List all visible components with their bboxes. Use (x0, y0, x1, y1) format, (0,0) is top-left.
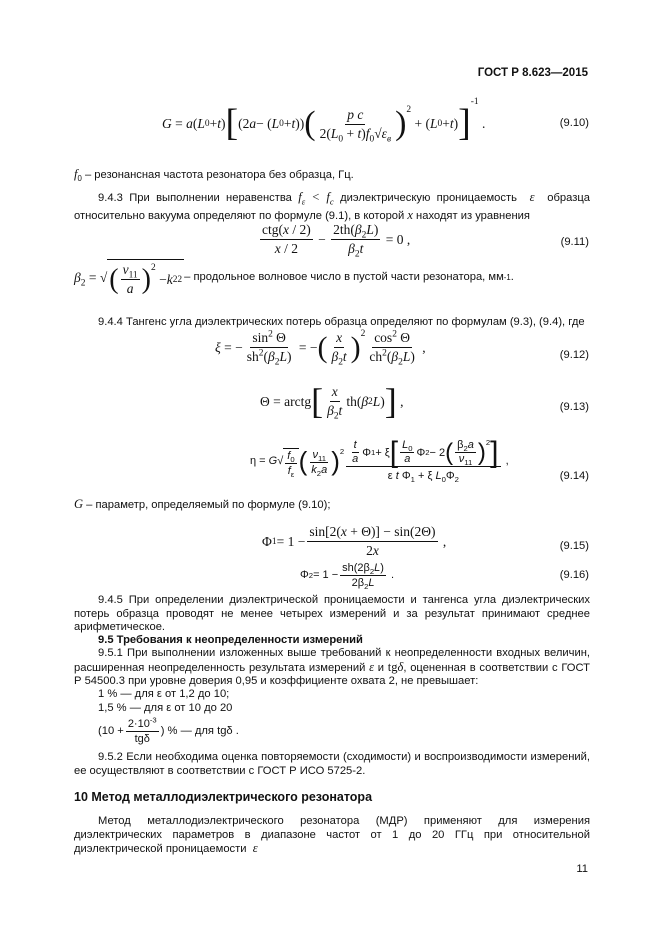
equation-9-16: Φ 2 = 1 − $\frac{sh(2\beta_2L)}{2\beta_2L}$ . (300, 562, 395, 592)
equation-9-15: Φ 1 = 1 − $\frac{\sin[2(x + \Theta)] - \sin(2\Theta)}{2x}$ , (262, 524, 447, 558)
equation-number: (9.11) (560, 236, 589, 248)
equation-9-14: η = G√ $\frac{f_0}{f_\varepsilon}$ ( $\frac{\nu_{11}}{k_2a}$ ) $^2$ $\frac{t}{a}$ Φ 1 + ξ [ $\frac{L_0}{a}$ Φ 2 − 2 ( $\frac{\beta_2a}{\nu_{11}}$ ) $^2$ ] ε t $\Phi_1 + \xi$ $L_0\Phi_2$ , (250, 435, 509, 485)
equation-number: (9.13) (559, 401, 589, 413)
paragraph-10: Метод металлодиэлектрического резонатора (МДР) применяют для измерения диэлектрических параметров в диапазоне частот от 1 до 20 ГГц при относительной диэлектрической проницаемости ε (74, 815, 590, 856)
equation-9-12: ξ = − $\frac{\sin^2 \Theta}{sh^2(\beta_2L)}$ = − ( $\frac{x}{\beta_2t}$ ) $^2$ $\frac{\cos^2 \Theta}{ch^2(\beta_2L)}$ , (215, 328, 426, 368)
g-definition: G – параметр, определяемый по формуле (9.10); (74, 497, 331, 511)
equation-number: (9.10) (559, 117, 589, 129)
equation-number: (9.12) (559, 349, 589, 361)
paragraph-9-4-5: 9.4.5 При определении диэлектрической проницаемости и тангенса угла диэлектрических потерь образца проводят не менее четырех измерений и за результат принимают среднее арифметическое. (74, 594, 590, 634)
equation-number: (9.14) (559, 470, 589, 482)
paragraph-9-5-1: 9.5.1 При выполнении изложенных выше требований к неопределенности входных величин, расширенная неопределенность результата измерений ε и tgδ, оцененная в соответствии с ГОСТ Р 54500.3 при уровне доверия 0,95 и коэффициенте охвата 2, не превышает: (74, 647, 591, 688)
beta2-definition: $\beta_2$ = √ ( $\frac{\nu_{11}}{a}$ ) $^2$ − k 2 2 – продольное волновое число в пустой части резонатора, мм -1 . (74, 259, 594, 297)
f0-definition: $f_0$ – резонансная частота резонатора без образца, Гц. (74, 167, 354, 184)
page-number: 11 (576, 863, 588, 875)
equation-9-10: G = a ( L 0 + t ) [ (2 a − ( L 0 + t )) ( $\frac{\text{p c}}{2(L_0 + t)f_0√\varepsilon_в}$ ) $^2$ + ( L 0 + t ) ] $^{-1}$ . (162, 97, 486, 145)
section-10-title: 10 Метод металлодиэлектрического резонатора (74, 790, 373, 804)
paragraph-9-4-3: 9.4.3 При выполнении неравенства $f_\varepsilon < f_c$ диэлектрическую проницаемость ε образца относительно вакуума определяют по формуле (9.1), в которой x находят из уравнения (74, 190, 591, 222)
list-item: 1 % — для ε от 1,2 до 10; (98, 688, 230, 700)
equation-9-13: Θ = arctg [ $\frac{x}{\beta_2t}$ th( β 2 L ) ] , (260, 380, 404, 422)
section-9-5-title: 9.5 Требования к неопределенности измерений (98, 634, 363, 646)
list-item: (10 + $\frac{2\cdot 10^{-3}}{\text{tgδ}}$ ) % — для tgδ . (98, 715, 239, 745)
paragraph-9-5-2: 9.5.2 Если необходима оценка повторяемости (сходимости) и воспроизводимости измерений, ее осуществляют в соответствии с ГОСТ Р ИСО 5725-2. (74, 751, 590, 777)
list-item: 1,5 % — для ε от 10 до 20 (98, 702, 233, 714)
document-header: ГОСТ Р 8.623—2015 (477, 67, 588, 79)
equation-9-11: $\frac{\text{ctg(x / 2)}}{x / 2}$ − $\frac{2th(\beta_2L)}{\beta_2t}$ = 0 , (262, 222, 411, 260)
equation-number: (9.15) (559, 540, 589, 552)
equation-number: (9.16) (559, 569, 589, 581)
paragraph-9-4-4: 9.4.4 Тангенс угла диэлектрических потерь образца определяют по формулам (9.3), (9.4), где (98, 316, 585, 328)
